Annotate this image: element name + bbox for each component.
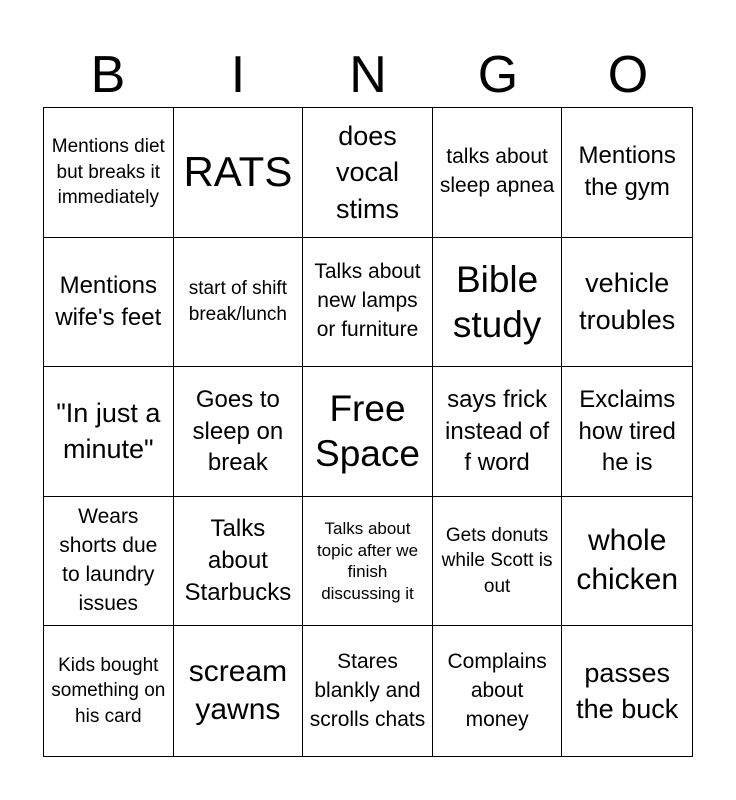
bingo-cell-r1-c1[interactable] [44, 108, 174, 238]
cell-label: Wears shorts due to laundry issues [59, 505, 158, 616]
bingo-cell-r4-c3[interactable] [303, 497, 433, 627]
cell-label: Mentions the gym [578, 142, 676, 202]
header-letter-g: G [477, 46, 519, 104]
bingo-cell-r2-c4[interactable] [433, 238, 563, 368]
cell-label: whole chicken [576, 524, 679, 597]
bingo-cell-r3-c5[interactable] [562, 367, 692, 497]
header-letter-o: O [607, 46, 649, 104]
header-letter-n: N [349, 46, 387, 104]
bingo-cell-r3-c1[interactable] [44, 367, 174, 497]
header-letter-i: I [230, 46, 246, 104]
cell-label: says frick instead of f word [445, 385, 550, 477]
cell-label: Goes to sleep on break [192, 385, 284, 477]
cell-label: Bible study [452, 258, 542, 345]
bingo-board [43, 107, 693, 757]
bingo-cell-r4-c5[interactable] [562, 497, 692, 627]
bingo-cell-free-space[interactable] [303, 367, 433, 497]
bingo-header [43, 44, 693, 106]
cell-label: Talks about topic after we finish discussing it [316, 519, 419, 603]
cell-label: RATS [183, 147, 293, 195]
bingo-cell-r5-c5[interactable] [562, 626, 692, 756]
cell-label: Talks about new lamps or furniture [314, 260, 421, 342]
header-letter-b: B [90, 46, 126, 104]
bingo-cell-r1-c5[interactable] [562, 108, 692, 238]
bingo-cell-r2-c2[interactable] [174, 238, 304, 368]
bingo-cell-r5-c4[interactable] [433, 626, 563, 756]
bingo-cell-r5-c1[interactable] [44, 626, 174, 756]
cell-label: passes the buck [576, 657, 679, 725]
bingo-cell-r4-c2[interactable] [174, 497, 304, 627]
bingo-cell-r2-c5[interactable] [562, 238, 692, 368]
cell-label: Mentions diet but breaks it immediately [51, 136, 165, 209]
cell-label: Stares blankly and scrolls chats [309, 649, 426, 731]
cell-label: "In just a minute" [56, 398, 161, 465]
bingo-cell-r2-c3[interactable] [303, 238, 433, 368]
cell-label: talks about sleep apnea [439, 145, 555, 198]
bingo-cell-r4-c4[interactable] [433, 497, 563, 627]
bingo-cell-r1-c3[interactable] [303, 108, 433, 238]
bingo-cell-r3-c4[interactable] [433, 367, 563, 497]
cell-label: Talks about Starbucks [184, 515, 292, 607]
bingo-cell-r1-c4[interactable] [433, 108, 563, 238]
cell-label: Free Space [315, 388, 420, 475]
cell-label: start of shift break/lunch [188, 278, 287, 325]
cell-label: Kids bought something on his card [51, 655, 166, 727]
cell-label: does vocal stims [335, 120, 399, 224]
bingo-cell-r5-c3[interactable] [303, 626, 433, 756]
bingo-cell-r1-c2[interactable] [174, 108, 304, 238]
bingo-cell-r2-c1[interactable] [44, 238, 174, 368]
cell-label: Exclaims how tired he is [578, 385, 676, 477]
bingo-cell-r3-c2[interactable] [174, 367, 304, 497]
cell-label: scream yawns [188, 654, 288, 727]
cell-label: Gets donuts while Scott is out [441, 524, 553, 597]
cell-label: Mentions wife's feet [55, 271, 162, 331]
cell-label: vehicle troubles [579, 268, 676, 335]
bingo-cell-r4-c1[interactable] [44, 497, 174, 627]
bingo-cell-r5-c2[interactable] [174, 626, 304, 756]
cell-label: Complains about money [447, 649, 547, 731]
